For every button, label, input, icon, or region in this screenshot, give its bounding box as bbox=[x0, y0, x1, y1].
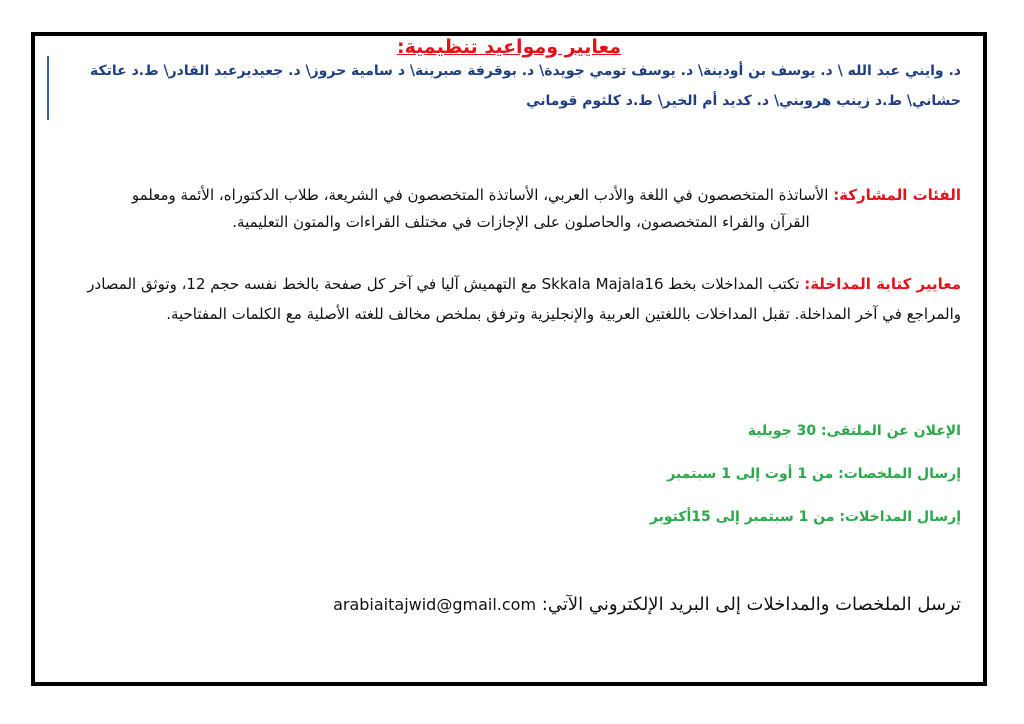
participants-text: الأساتذة المتخصصون في اللغة والأدب العربي، الأساتذة المتخصصون في الشريعة، طلاب الدكتوراه، الأئمة ومعلمو bbox=[131, 186, 834, 204]
contact-email[interactable]: arabiaitajwid@gmail.com bbox=[333, 595, 537, 614]
date-abstracts: إرسال الملخصات: من 1 أوت إلى 1 سبتمبر bbox=[667, 466, 961, 482]
document-frame bbox=[31, 32, 987, 686]
participants-text-line-2: القرآن والقراء المتخصصون، والحاصلون على الإجازات في مختلف القراءات والمتون التعليمية. bbox=[232, 213, 810, 231]
writing-criteria-text: تكتب المداخلات بخط Skkala Majala16 مع التهميش آليا في آخر كل صفحة بالخط نفسه حجم 12، وتوثق المصادر والمراجع في آخر المداخلة. تقبل المداخلات باللغتين العربية والإنجليزية وترفق بملخص مخالف للغته الأصلية مع الكلمات المفتاحية. bbox=[87, 275, 961, 323]
writing-criteria-paragraph bbox=[81, 269, 961, 329]
margin-line bbox=[47, 56, 49, 120]
contact-text: ترسل الملخصات والمداخلات إلى البريد الإلكتروني الآتي: bbox=[536, 594, 961, 615]
date-papers: إرسال المداخلات: من 1 سبتمبر إلى 15أكتوبر bbox=[649, 509, 961, 525]
committee-names-line-2: حشاني\ ط.د زينب هروبني\ د. كديد أم الخير\ ط.د كلثوم قوماني bbox=[526, 93, 961, 109]
contact-line bbox=[333, 594, 961, 615]
participants-label: الفئات المشاركة: bbox=[833, 186, 961, 204]
committee-names bbox=[61, 56, 961, 116]
section-title: معايير ومواعيد تنظيمية: bbox=[396, 36, 622, 58]
committee-names-line-1: د. وايني عبد الله \ د. يوسف بن أودينة\ د. يوسف تومي جويدة\ د. بوقرفة صبرينة\ د سامية حروز\ د. جعيديرعبد القادر\ ط.د عاتكة bbox=[90, 63, 961, 79]
date-announcement: الإعلان عن الملتقى: 30 جويلية bbox=[747, 423, 961, 439]
participants-paragraph bbox=[81, 182, 961, 236]
writing-criteria-label: معايير كتابة المداخلة: bbox=[804, 275, 961, 293]
